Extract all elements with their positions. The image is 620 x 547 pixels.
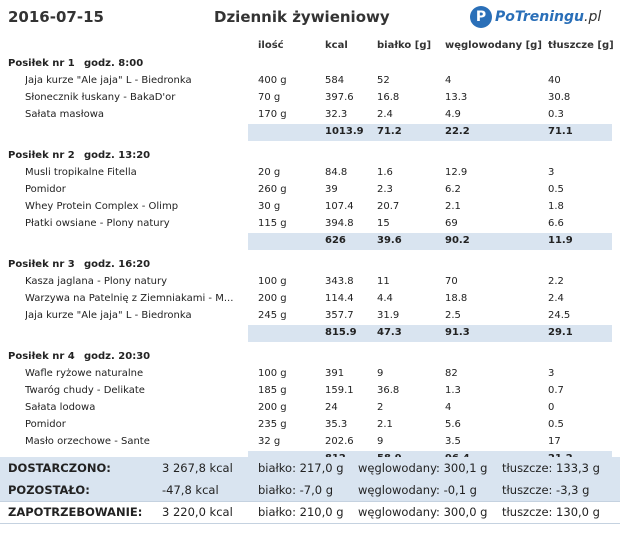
food-name: Twaróg chudy - Delikate xyxy=(25,385,145,396)
food-qty: 32 g xyxy=(258,436,281,447)
food-row xyxy=(0,291,620,308)
food-fat: 3 xyxy=(548,368,555,379)
food-name: Sałata lodowa xyxy=(25,402,96,413)
summary-protein: białko: 210,0 g xyxy=(258,505,344,519)
food-name: Pomidor xyxy=(25,184,66,195)
meal-name: Posiłek nr 4 xyxy=(8,351,75,362)
food-name: Słonecznik łuskany - BakaD'or xyxy=(25,92,176,103)
food-carbs: 12.9 xyxy=(445,167,468,178)
food-name: Kasza jaglana - Plony natury xyxy=(25,276,167,287)
food-row xyxy=(0,182,620,199)
food-protein: 1.6 xyxy=(377,167,393,178)
food-carbs: 70 xyxy=(445,276,458,287)
food-fat: 0.5 xyxy=(548,419,564,430)
food-protein: 9 xyxy=(377,368,384,379)
total-protein: 39.6 xyxy=(377,235,402,246)
logo-tld: .pl xyxy=(584,9,602,25)
food-name: Płatki owsiane - Plony natury xyxy=(25,218,170,229)
food-row xyxy=(0,274,620,291)
meal-total-row xyxy=(248,233,612,250)
summary-carbs: węglowodany: -0,1 g xyxy=(358,483,477,497)
food-row xyxy=(0,434,620,451)
food-row xyxy=(0,308,620,325)
total-kcal: 626 xyxy=(325,235,346,246)
food-protein: 15 xyxy=(377,218,390,229)
food-fat: 30.8 xyxy=(548,92,571,103)
summary-row xyxy=(0,479,620,501)
food-kcal: 343.8 xyxy=(325,276,354,287)
food-qty: 200 g xyxy=(258,402,287,413)
food-protein: 4.4 xyxy=(377,293,393,304)
food-qty: 100 g xyxy=(258,276,287,287)
food-fat: 6.6 xyxy=(548,218,564,229)
col-carbs-header: węglowodany [g] xyxy=(445,40,542,51)
food-carbs: 2.1 xyxy=(445,201,461,212)
food-name: Sałata masłowa xyxy=(25,109,105,120)
summary-carbs: węglowodany: 300,1 g xyxy=(358,461,488,475)
total-fat: 11.9 xyxy=(548,235,573,246)
meal-time: godz. 8:00 xyxy=(84,58,144,69)
meal-total-row xyxy=(248,124,612,141)
summary-label: DOSTARCZONO: xyxy=(8,461,111,475)
food-row xyxy=(0,90,620,107)
total-fat: 71.1 xyxy=(548,126,573,137)
food-protein: 20.7 xyxy=(377,201,400,212)
food-protein: 11 xyxy=(377,276,390,287)
food-kcal: 24 xyxy=(325,402,338,413)
logo-text xyxy=(495,9,601,25)
report-date: 2016-07-15 xyxy=(8,8,104,26)
food-protein: 2 xyxy=(377,402,384,413)
food-row xyxy=(0,199,620,216)
logo-icon: P xyxy=(470,6,492,28)
food-qty: 115 g xyxy=(258,218,287,229)
meal-header xyxy=(0,257,620,274)
food-name: Jaja kurze "Ale jaja" L - Biedronka xyxy=(25,310,192,321)
meal-header xyxy=(0,148,620,165)
summary-fat: tłuszcze: -3,3 g xyxy=(502,483,590,497)
food-fat: 3 xyxy=(548,167,555,178)
food-row xyxy=(0,107,620,124)
food-qty: 20 g xyxy=(258,167,281,178)
food-kcal: 32.3 xyxy=(325,109,348,120)
food-carbs: 13.3 xyxy=(445,92,468,103)
food-fat: 0 xyxy=(548,402,555,413)
food-protein: 2.3 xyxy=(377,184,393,195)
food-carbs: 6.2 xyxy=(445,184,461,195)
col-protein-header: białko [g] xyxy=(377,40,432,51)
food-carbs: 3.5 xyxy=(445,436,461,447)
food-protein: 9 xyxy=(377,436,384,447)
food-row xyxy=(0,366,620,383)
food-qty: 100 g xyxy=(258,368,287,379)
meal-name: Posiłek nr 1 xyxy=(8,58,75,69)
total-carbs: 91.3 xyxy=(445,327,470,338)
food-row xyxy=(0,417,620,434)
page-header xyxy=(0,0,620,36)
food-qty: 170 g xyxy=(258,109,287,120)
total-kcal: 1013.9 xyxy=(325,126,364,137)
food-qty: 30 g xyxy=(258,201,281,212)
meal-total-row xyxy=(248,325,612,342)
total-kcal: 815.9 xyxy=(325,327,357,338)
food-kcal: 584 xyxy=(325,75,345,86)
meal-name: Posiłek nr 2 xyxy=(8,150,75,161)
summary-kcal: 3 220,0 kcal xyxy=(162,505,233,519)
logo-main: PoTreningu xyxy=(495,9,585,25)
summary-fat: tłuszcze: 130,0 g xyxy=(502,505,600,519)
food-protein: 52 xyxy=(377,75,390,86)
food-kcal: 107.4 xyxy=(325,201,354,212)
total-carbs: 22.2 xyxy=(445,126,470,137)
food-row xyxy=(0,73,620,90)
total-carbs: 90.2 xyxy=(445,235,470,246)
food-protein: 2.1 xyxy=(377,419,393,430)
food-kcal: 159.1 xyxy=(325,385,354,396)
food-kcal: 35.3 xyxy=(325,419,348,430)
summary-divider xyxy=(0,523,620,524)
food-qty: 185 g xyxy=(258,385,287,396)
summary-label: ZAPOTRZEBOWANIE: xyxy=(8,505,143,519)
food-kcal: 391 xyxy=(325,368,345,379)
food-name: Warzywa na Patelnię z Ziemniakami - M... xyxy=(25,293,234,304)
summary-kcal: -47,8 kcal xyxy=(162,483,219,497)
summary-row xyxy=(0,501,620,523)
meal-time: godz. 16:20 xyxy=(84,259,151,270)
food-carbs: 4 xyxy=(445,402,452,413)
food-name: Whey Protein Complex - Olimp xyxy=(25,201,179,212)
food-qty: 235 g xyxy=(258,419,287,430)
food-carbs: 5.6 xyxy=(445,419,461,430)
food-name: Jaja kurze "Ale jaja" L - Biedronka xyxy=(25,75,192,86)
col-qty-header: ilość xyxy=(258,40,284,51)
food-qty: 70 g xyxy=(258,92,281,103)
food-name: Masło orzechowe - Sante xyxy=(25,436,150,447)
meal-header xyxy=(0,349,620,366)
food-kcal: 357.7 xyxy=(325,310,354,321)
food-qty: 260 g xyxy=(258,184,287,195)
food-carbs: 1.3 xyxy=(445,385,461,396)
summary-kcal: 3 267,8 kcal xyxy=(162,461,233,475)
food-row xyxy=(0,165,620,182)
food-name: Wafle ryżowe naturalne xyxy=(25,368,144,379)
food-name: Pomidor xyxy=(25,419,66,430)
page-title: Dziennik żywieniowy xyxy=(214,8,390,26)
col-fat-header: tłuszcze [g] xyxy=(548,40,614,51)
food-kcal: 114.4 xyxy=(325,293,354,304)
food-fat: 24.5 xyxy=(548,310,571,321)
food-fat: 40 xyxy=(548,75,561,86)
food-kcal: 397.6 xyxy=(325,92,354,103)
food-fat: 2.2 xyxy=(548,276,564,287)
meal-header xyxy=(0,56,620,73)
site-logo[interactable] xyxy=(470,5,601,29)
food-protein: 36.8 xyxy=(377,385,400,396)
food-fat: 0.5 xyxy=(548,184,564,195)
summary-fat: tłuszcze: 133,3 g xyxy=(502,461,600,475)
food-row xyxy=(0,216,620,233)
col-kcal-header: kcal xyxy=(325,40,348,51)
food-carbs: 4 xyxy=(445,75,452,86)
summary-protein: białko: 217,0 g xyxy=(258,461,344,475)
food-carbs: 2.5 xyxy=(445,310,461,321)
food-fat: 0.3 xyxy=(548,109,564,120)
food-fat: 17 xyxy=(548,436,561,447)
food-fat: 0.7 xyxy=(548,385,564,396)
food-row xyxy=(0,383,620,400)
total-protein: 71.2 xyxy=(377,126,402,137)
food-qty: 245 g xyxy=(258,310,287,321)
total-fat: 29.1 xyxy=(548,327,573,338)
meal-name: Posiłek nr 3 xyxy=(8,259,75,270)
food-protein: 2.4 xyxy=(377,109,393,120)
food-carbs: 69 xyxy=(445,218,458,229)
food-kcal: 202.6 xyxy=(325,436,354,447)
summary-carbs: węglowodany: 300,0 g xyxy=(358,505,488,519)
food-protein: 16.8 xyxy=(377,92,400,103)
meal-time: godz. 20:30 xyxy=(84,351,151,362)
food-fat: 1.8 xyxy=(548,201,564,212)
food-fat: 2.4 xyxy=(548,293,564,304)
food-kcal: 84.8 xyxy=(325,167,348,178)
summary-protein: białko: -7,0 g xyxy=(258,483,334,497)
food-kcal: 394.8 xyxy=(325,218,354,229)
summary-row xyxy=(0,457,620,479)
food-qty: 200 g xyxy=(258,293,287,304)
food-name: Musli tropikalne Fitella xyxy=(25,167,137,178)
summary-label: POZOSTAŁO: xyxy=(8,483,90,497)
meal-time: godz. 13:20 xyxy=(84,150,151,161)
food-kcal: 39 xyxy=(325,184,338,195)
food-qty: 400 g xyxy=(258,75,287,86)
food-carbs: 82 xyxy=(445,368,458,379)
food-protein: 31.9 xyxy=(377,310,400,321)
food-carbs: 4.9 xyxy=(445,109,461,120)
total-protein: 47.3 xyxy=(377,327,402,338)
food-carbs: 18.8 xyxy=(445,293,468,304)
food-row xyxy=(0,400,620,417)
